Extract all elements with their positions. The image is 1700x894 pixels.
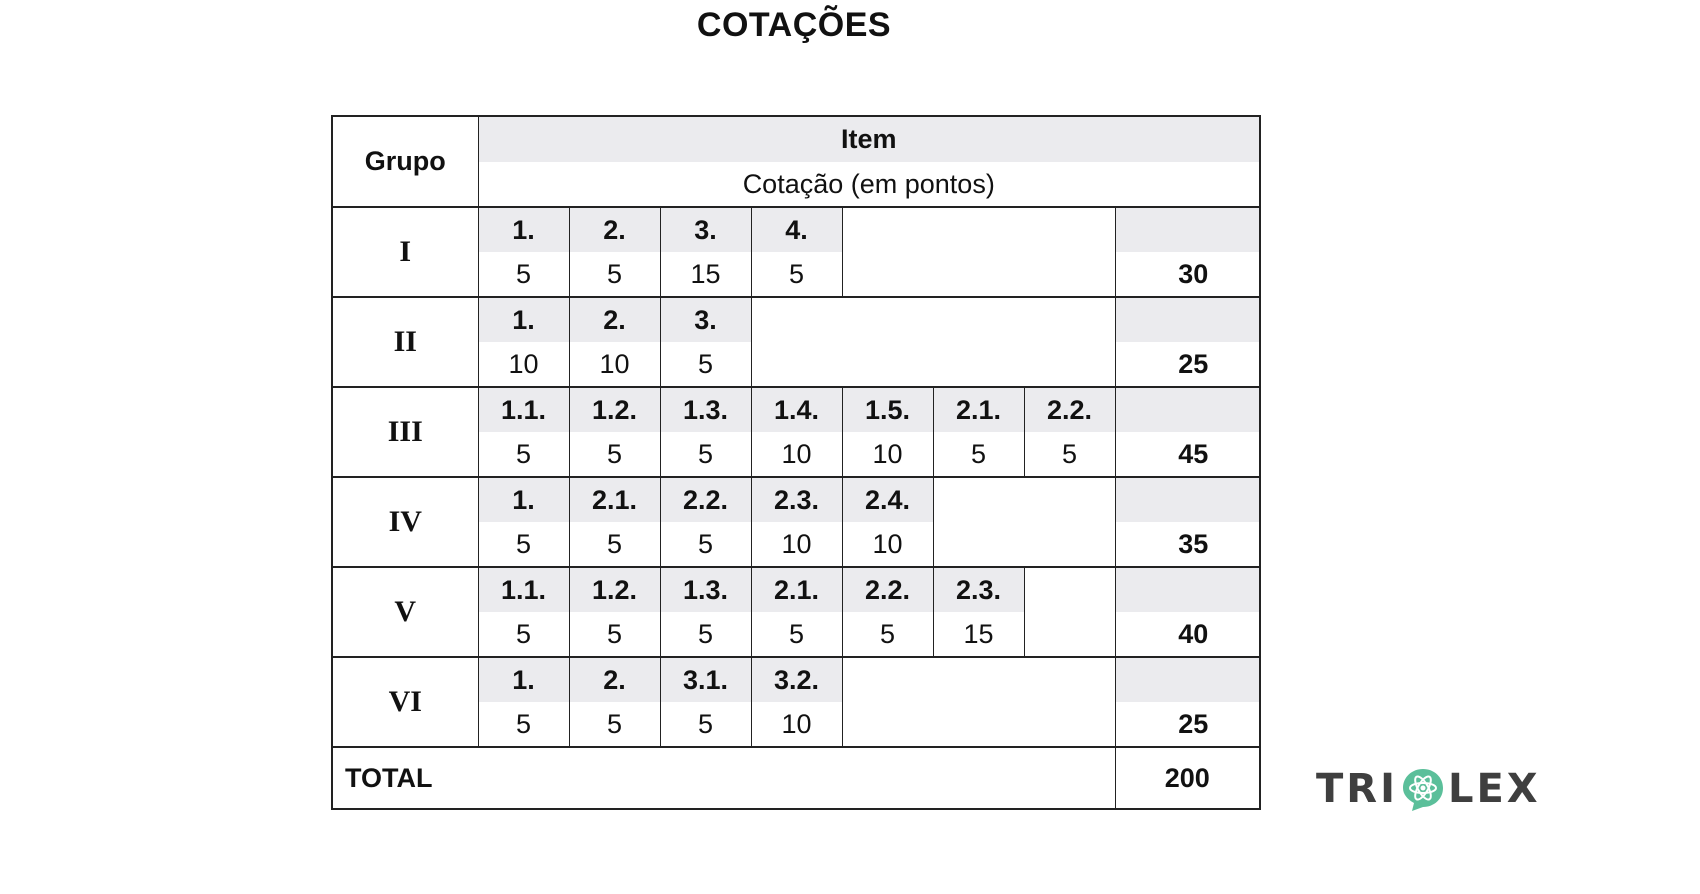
logo-text-left: TRI [1316,766,1398,812]
group-row-items [332,657,1260,702]
item-label: 3.2. [751,657,842,702]
item-label: 1.3. [660,567,751,612]
item-points: 5 [660,342,751,387]
group-label: III [332,387,478,477]
total-row [332,747,1260,809]
item-points: 5 [569,612,660,657]
item-label: 1. [478,477,569,522]
group-total: 25 [1178,709,1209,739]
item-label: 1.4. [751,387,842,432]
empty-cell [842,657,1115,747]
item-points: 5 [751,612,842,657]
item-points: 5 [478,252,569,297]
empty-cell [933,477,1115,567]
group-label: II [332,297,478,387]
atom-icon [1400,766,1446,812]
item-label: 2.2. [660,477,751,522]
item-points: 15 [933,612,1024,657]
item-points: 5 [478,522,569,567]
group-row-items [332,387,1260,432]
item-points: 5 [660,702,751,747]
item-label: 2.3. [933,567,1024,612]
group-total: 25 [1178,349,1209,379]
header-item: Item [478,116,1260,162]
group-total-shade [1116,478,1260,522]
group-total-cell [1115,297,1260,387]
cotacoes-table [331,115,1261,810]
trilex-logo [1316,764,1541,814]
logo-text-right: LEX [1447,766,1541,812]
group-label: V [332,567,478,657]
group-row-items [332,297,1260,342]
item-label: 2.1. [933,387,1024,432]
group-label: I [332,207,478,297]
item-points: 5 [660,612,751,657]
item-label: 1. [478,297,569,342]
item-label: 3. [660,297,751,342]
item-points: 10 [842,522,933,567]
item-points: 10 [751,522,842,567]
item-label: 2.3. [751,477,842,522]
empty-cell [751,297,1115,387]
item-label: 1.5. [842,387,933,432]
item-label: 2. [569,297,660,342]
item-label: 1. [478,207,569,252]
group-total-shade [1116,388,1260,432]
group-row-items [332,477,1260,522]
item-label: 2.4. [842,477,933,522]
header-cotacao: Cotação (em pontos) [478,162,1260,207]
group-total-shade [1116,208,1260,252]
total-value: 200 [1115,747,1260,809]
item-points: 5 [478,702,569,747]
group-label: IV [332,477,478,567]
group-total-cell [1115,387,1260,477]
item-points: 5 [569,522,660,567]
item-points: 10 [751,432,842,477]
item-points: 5 [478,612,569,657]
item-points: 5 [751,252,842,297]
item-label: 1.1. [478,387,569,432]
group-total-cell [1115,477,1260,567]
group-total: 30 [1178,259,1209,289]
item-points: 5 [569,252,660,297]
group-row-items [332,207,1260,252]
group-total-shade [1116,658,1260,702]
item-label: 3.1. [660,657,751,702]
group-row-items [332,567,1260,612]
group-total-shade [1116,568,1260,612]
group-total-cell [1115,657,1260,747]
group-total: 45 [1178,439,1209,469]
item-points: 5 [569,432,660,477]
header-grupo: Grupo [332,116,478,207]
item-points: 10 [478,342,569,387]
empty-cell [1024,567,1115,657]
item-points: 5 [842,612,933,657]
item-points: 5 [569,702,660,747]
group-total: 40 [1178,619,1209,649]
group-label: VI [332,657,478,747]
item-points: 5 [933,432,1024,477]
group-total-cell [1115,567,1260,657]
item-points: 5 [1024,432,1115,477]
item-label: 1.1. [478,567,569,612]
group-total-cell [1115,207,1260,297]
item-label: 4. [751,207,842,252]
page-title: COTAÇÕES [696,6,892,44]
item-label: 1.2. [569,567,660,612]
item-label: 2. [569,657,660,702]
item-points: 5 [478,432,569,477]
group-total-shade [1116,298,1260,342]
item-label: 1. [478,657,569,702]
item-points: 5 [660,522,751,567]
total-label: TOTAL [332,747,1115,809]
item-points: 10 [751,702,842,747]
item-label: 2.1. [569,477,660,522]
group-total: 35 [1178,529,1209,559]
item-label: 1.3. [660,387,751,432]
item-label: 2.2. [842,567,933,612]
item-label: 2.1. [751,567,842,612]
item-points: 10 [569,342,660,387]
empty-cell [842,207,1115,297]
item-label: 2. [569,207,660,252]
item-points: 10 [842,432,933,477]
item-label: 1.2. [569,387,660,432]
item-label: 2.2. [1024,387,1115,432]
item-points: 5 [660,432,751,477]
item-points: 15 [660,252,751,297]
item-label: 3. [660,207,751,252]
